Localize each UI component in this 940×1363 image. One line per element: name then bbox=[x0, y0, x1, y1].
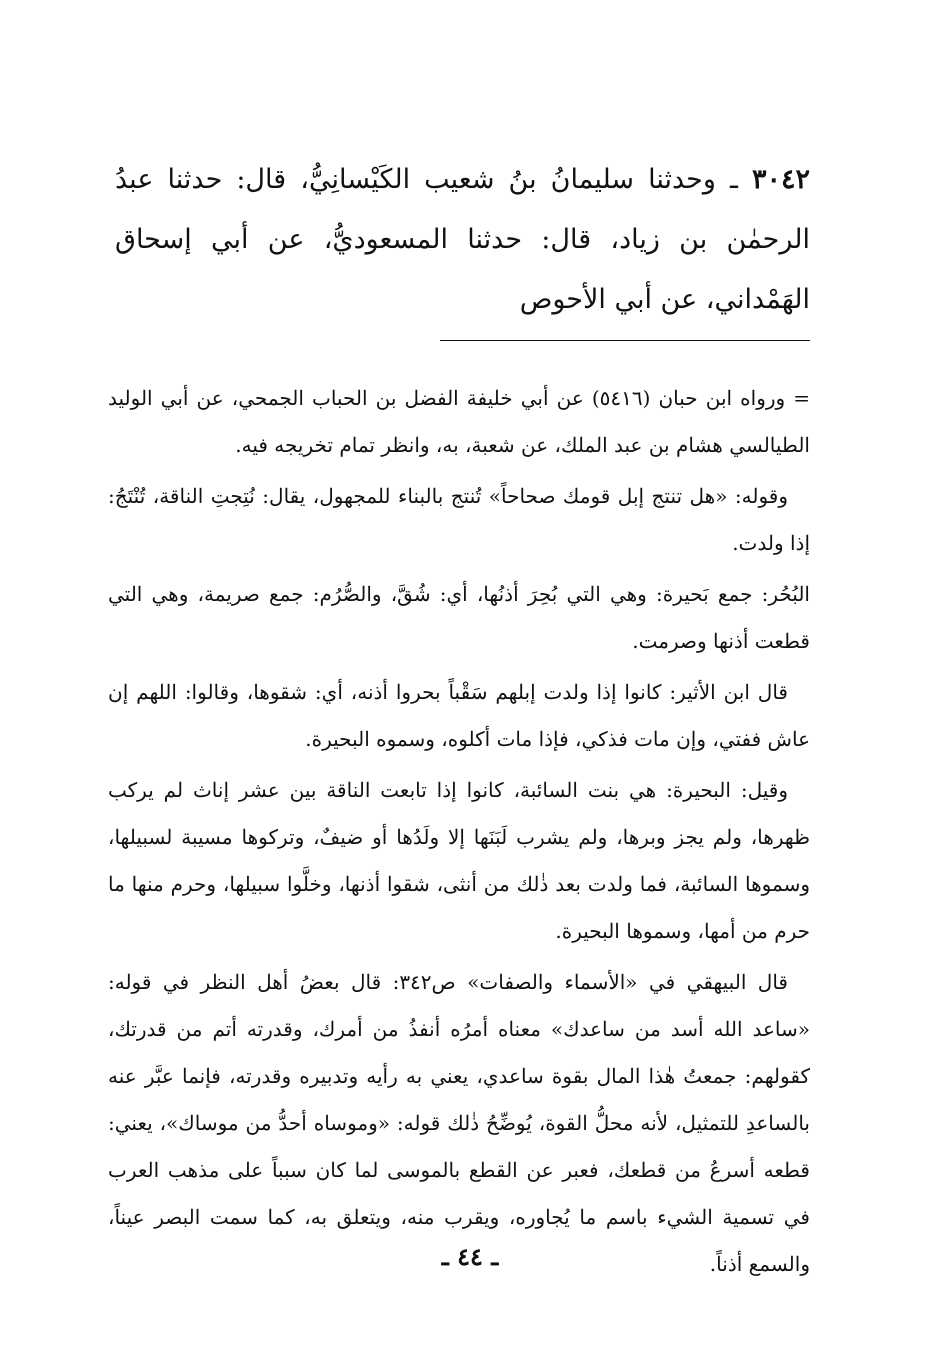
footnote-separator bbox=[440, 340, 810, 341]
hadith-paragraph bbox=[115, 150, 810, 330]
hadith-text: ـ وحدثنا سليمانُ بنُ شعيب الكَيْسانِيُّ، قال: حدثنا عبدُ الرحمٰن بن زياد، قال: حدثنا المسعوديُّ، عن أبي إسحاق الهَمْداني، عن أبي الأحوص bbox=[115, 164, 810, 315]
footnote-paragraph: قال ابن الأثير: كانوا إذا ولدت إبلهم سَقْباً بحروا أذنه، أي: شقوها، وقالوا: اللهم إن عاش ففتي، وإن مات فذكي، فإذا مات أكلوه، وسموه البحيرة. bbox=[108, 680, 810, 751]
footnote-paragraph: وقيل: البحيرة: هي بنت السائبة، كانوا إذا تابعت الناقة بين عشر إناث لم يركب ظهرها، ولم يجز وبرها، ولم يشرب لَبَنَها إلا ولَدُها أو ضيفٌ، وتركوها مسيبة لسبيلها، وسموها السائبة، فما ولدت بعد ذٰلك من أنثى، شقوا أذنها، وخلَّوا سبيلها، وحرم منها ما حرم من أمها، وسموها البحيرة. bbox=[108, 778, 810, 943]
hadith-text-block bbox=[115, 150, 810, 330]
footnote-paragraph: البُحُر: جمع بَحيرة: وهي التي بُحِرَ أذنُها، أي: شُقَّ، والصُّرُم: جمع صريمة، وهي التي قطعت أذنها وصرمت. bbox=[108, 582, 810, 653]
hadith-number: ٣٠٤٢ bbox=[751, 164, 810, 195]
footnotes-block bbox=[108, 375, 810, 1292]
footnote-paragraph: وقوله: «هل تنتج إبل قومك صحاحاً» تُنتج بالبناء للمجهول، يقال: نُتِجتِ الناقة، تُنْتَجُ: إذا ولدت. bbox=[108, 484, 810, 555]
page-number: ـ ٤٤ ـ bbox=[441, 1242, 499, 1271]
footnote-paragraph: قال البيهقي في «الأسماء والصفات» ص٣٤٢: قال بعضُ أهل النظر في قوله: «ساعد الله أسد من ساعدك» معناه أمرُه أنفذُ من أمرك، وقدرته أتم من قدرتك، كقولهم: جمعتُ هٰذا المال بقوة ساعدي، يعني به رأيه وتدبيره وقدرته، فإنما عبَّر عنه بالساعدِ للتمثيل، لأنه محلُّ القوة، يُوضِّحُ ذٰلك قوله: «وموساه أحدُّ من موساك»، يعني: قطعه أسرعُ من قطعك، فعبر عن القطع بالموسى لما كان سبباً على مذهب العرب في تسمية الشيء باسم ما يُجاوره، ويقرب منه، ويتعلق به، كما سمت البصر عيناً، والسمع أذناً. bbox=[108, 970, 810, 1276]
footnote-paragraph: = ورواه ابن حبان (٥٤١٦) عن أبي خليفة الفضل بن الحباب الجمحي، عن أبي الوليد الطيالسي هشام بن عبد الملك، عن شعبة، به، وانظر تمام تخريجه فيه. bbox=[108, 386, 810, 457]
